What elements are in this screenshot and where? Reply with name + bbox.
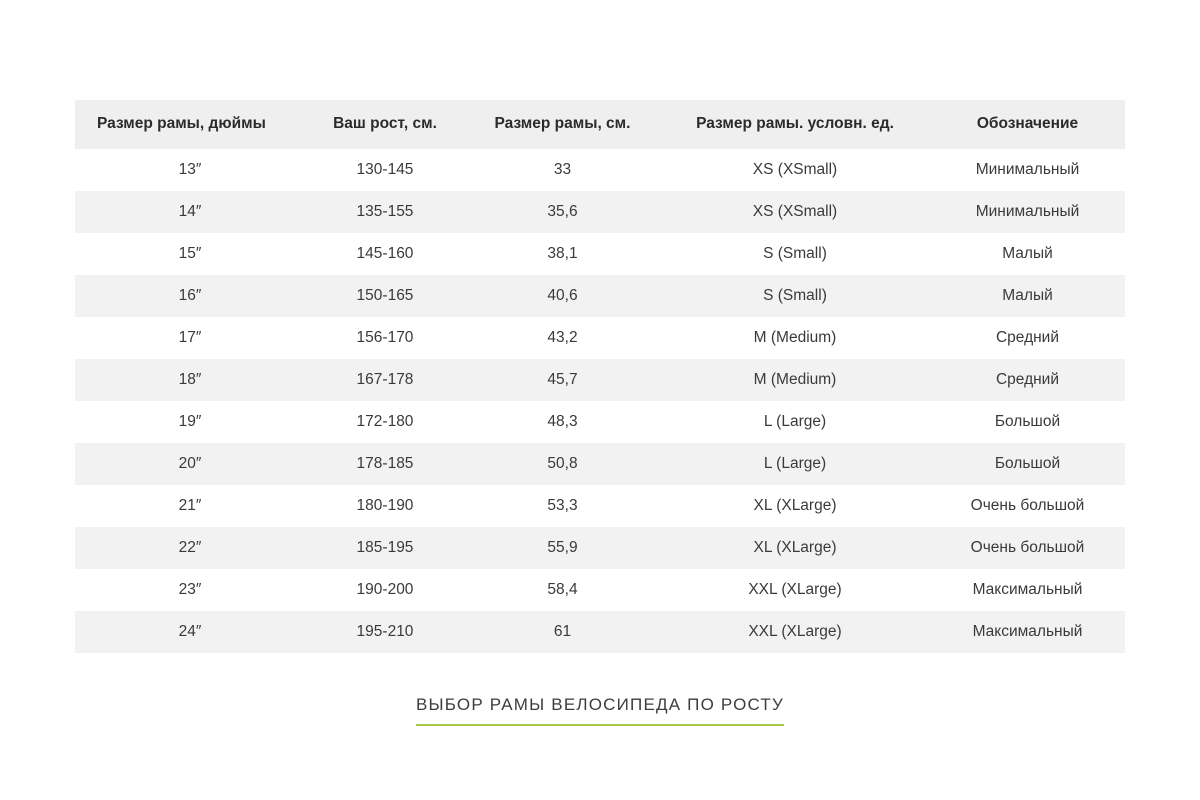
cell-frame-size-units: XXL (XLarge) (660, 569, 930, 611)
cell-designation: Максимальный (930, 569, 1125, 611)
cell-designation: Очень большой (930, 527, 1125, 569)
column-header-designation: Обозначение (930, 100, 1125, 149)
cell-frame-size-inches: 17″ (75, 317, 305, 359)
cell-your-height-cm: 180-190 (305, 485, 465, 527)
cell-frame-size-inches: 16″ (75, 275, 305, 317)
column-header-your-height-cm: Ваш рост, см. (305, 100, 465, 149)
cell-designation: Большой (930, 443, 1125, 485)
table-row (75, 275, 1125, 317)
cell-designation: Очень большой (930, 485, 1125, 527)
cell-frame-size-inches: 21″ (75, 485, 305, 527)
table-row (75, 569, 1125, 611)
cell-frame-size-cm: 33 (465, 149, 660, 191)
cell-frame-size-cm: 53,3 (465, 485, 660, 527)
cell-designation: Средний (930, 359, 1125, 401)
table-row (75, 149, 1125, 191)
cell-frame-size-inches: 14″ (75, 191, 305, 233)
cell-your-height-cm: 135-155 (305, 191, 465, 233)
table-caption: ВЫБОР РАМЫ ВЕЛОСИПЕДА ПО РОСТУ (416, 695, 784, 726)
cell-frame-size-cm: 45,7 (465, 359, 660, 401)
cell-frame-size-cm: 50,8 (465, 443, 660, 485)
table-row (75, 233, 1125, 275)
cell-frame-size-units: S (Small) (660, 275, 930, 317)
cell-frame-size-units: S (Small) (660, 233, 930, 275)
cell-frame-size-inches: 13″ (75, 149, 305, 191)
cell-frame-size-inches: 19″ (75, 401, 305, 443)
cell-designation: Малый (930, 233, 1125, 275)
caption-container (75, 653, 1125, 726)
cell-frame-size-units: L (Large) (660, 443, 930, 485)
cell-designation: Большой (930, 401, 1125, 443)
table-row (75, 401, 1125, 443)
cell-your-height-cm: 145-160 (305, 233, 465, 275)
cell-frame-size-units: XL (XLarge) (660, 527, 930, 569)
cell-your-height-cm: 185-195 (305, 527, 465, 569)
table-row (75, 359, 1125, 401)
cell-frame-size-units: L (Large) (660, 401, 930, 443)
cell-frame-size-units: XS (XSmall) (660, 191, 930, 233)
cell-frame-size-inches: 22″ (75, 527, 305, 569)
column-header-frame-size-units: Размер рамы. условн. ед. (660, 100, 930, 149)
cell-your-height-cm: 195-210 (305, 611, 465, 653)
cell-your-height-cm: 172-180 (305, 401, 465, 443)
cell-your-height-cm: 150-165 (305, 275, 465, 317)
table-body (75, 149, 1125, 653)
cell-frame-size-cm: 35,6 (465, 191, 660, 233)
column-header-frame-size-inches: Размер рамы, дюймы (75, 100, 305, 149)
cell-frame-size-units: XS (XSmall) (660, 149, 930, 191)
table-header-row (75, 100, 1125, 149)
table-row (75, 443, 1125, 485)
size-table-container (75, 100, 1125, 653)
cell-frame-size-cm: 48,3 (465, 401, 660, 443)
cell-your-height-cm: 190-200 (305, 569, 465, 611)
cell-frame-size-inches: 15″ (75, 233, 305, 275)
cell-frame-size-cm: 43,2 (465, 317, 660, 359)
cell-frame-size-inches: 20″ (75, 443, 305, 485)
cell-your-height-cm: 178-185 (305, 443, 465, 485)
table-row (75, 485, 1125, 527)
cell-frame-size-inches: 18″ (75, 359, 305, 401)
table-row (75, 317, 1125, 359)
table-row (75, 611, 1125, 653)
table-row (75, 191, 1125, 233)
cell-frame-size-units: M (Medium) (660, 359, 930, 401)
cell-designation: Минимальный (930, 191, 1125, 233)
cell-frame-size-cm: 61 (465, 611, 660, 653)
cell-frame-size-cm: 40,6 (465, 275, 660, 317)
cell-frame-size-cm: 58,4 (465, 569, 660, 611)
cell-designation: Минимальный (930, 149, 1125, 191)
column-header-frame-size-cm: Размер рамы, см. (465, 100, 660, 149)
cell-frame-size-units: XL (XLarge) (660, 485, 930, 527)
cell-your-height-cm: 167-178 (305, 359, 465, 401)
table-row (75, 527, 1125, 569)
bike-frame-size-table (75, 100, 1125, 653)
cell-frame-size-units: XXL (XLarge) (660, 611, 930, 653)
cell-frame-size-cm: 38,1 (465, 233, 660, 275)
cell-designation: Максимальный (930, 611, 1125, 653)
cell-your-height-cm: 130-145 (305, 149, 465, 191)
cell-designation: Средний (930, 317, 1125, 359)
cell-designation: Малый (930, 275, 1125, 317)
cell-your-height-cm: 156-170 (305, 317, 465, 359)
cell-frame-size-inches: 23″ (75, 569, 305, 611)
cell-frame-size-units: M (Medium) (660, 317, 930, 359)
cell-frame-size-inches: 24″ (75, 611, 305, 653)
table-header (75, 100, 1125, 149)
cell-frame-size-cm: 55,9 (465, 527, 660, 569)
